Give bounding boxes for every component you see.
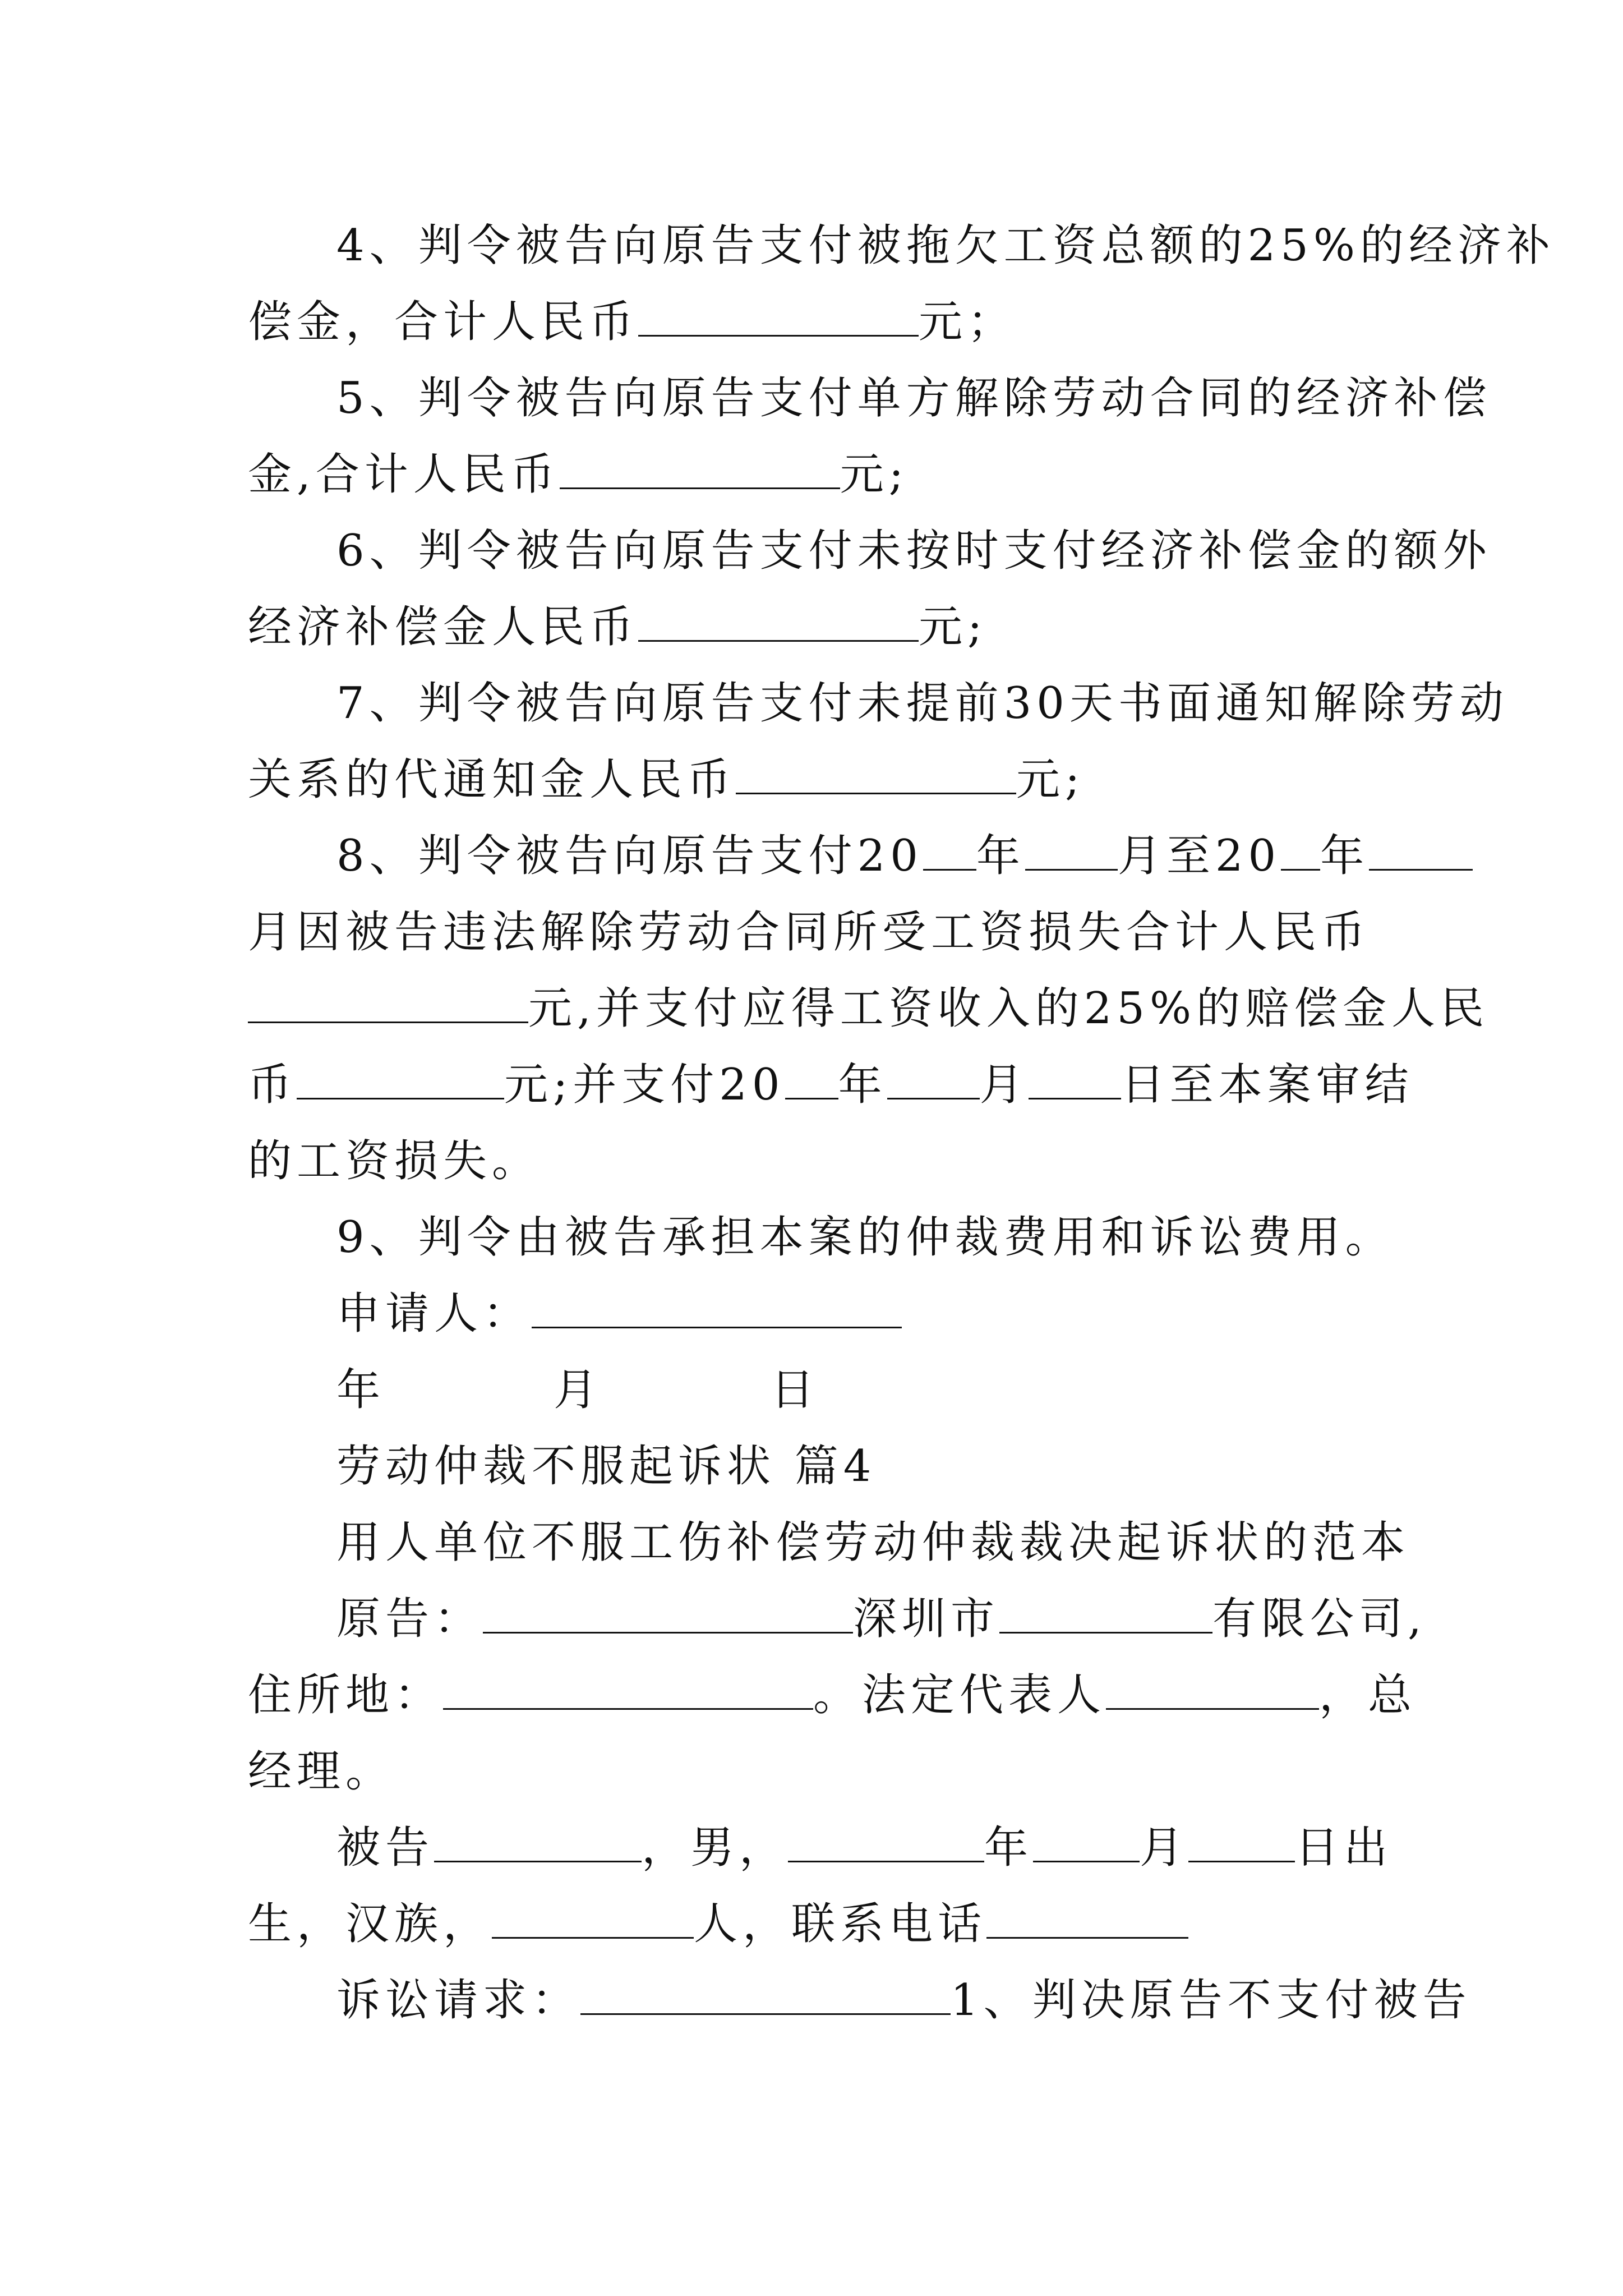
text: 8、判令被告向原告支付20 xyxy=(336,831,923,881)
clause-4-line-2 xyxy=(248,294,1375,350)
fill-blank[interactable] xyxy=(736,753,1016,794)
text: 诉讼请求： xyxy=(336,1975,581,2026)
fill-blank[interactable] xyxy=(297,1059,504,1099)
fill-blank[interactable] xyxy=(923,830,976,871)
text: 日出 xyxy=(1295,1823,1393,1873)
text: 住所地： xyxy=(248,1670,444,1720)
text: 元； xyxy=(919,297,1017,347)
defendant-line-2 xyxy=(248,1896,1375,1952)
date-line xyxy=(336,1362,1375,1418)
clause-6-line-2 xyxy=(248,599,1375,655)
fill-blank[interactable] xyxy=(986,1898,1188,1939)
text: 币 xyxy=(248,1060,297,1110)
fill-blank[interactable] xyxy=(1281,830,1320,871)
clause-9 xyxy=(336,1209,1394,1266)
fill-blank[interactable] xyxy=(580,1974,951,2015)
section-subtitle xyxy=(336,1515,1410,1571)
month-label: 月 xyxy=(554,1365,603,1415)
clause-5-line-1 xyxy=(336,370,1492,426)
text: ，男， xyxy=(642,1823,789,1873)
clause-8-line-2 xyxy=(248,904,1375,960)
applicant-blank[interactable] xyxy=(532,1287,902,1328)
clause-7-line-2 xyxy=(248,752,1375,808)
text: 4、判令被告向原告支付被拖欠工资总额的25%的经济补 xyxy=(336,220,1555,271)
claims-line xyxy=(336,1972,1472,2028)
plaintiff-line-2 xyxy=(248,1667,1417,1723)
fill-blank[interactable] xyxy=(1029,1059,1121,1099)
plaintiff-line-3 xyxy=(248,1743,1375,1800)
plaintiff-line-1 xyxy=(336,1591,1427,1647)
text: 月因被告违法解除劳动合同所受工资损失合计人民币 xyxy=(248,907,1371,958)
text: 年 xyxy=(984,1823,1034,1873)
text: 7、判令被告向原告支付未提前30天书面通知解除劳动 xyxy=(336,678,1509,729)
text: 人，联系电话 xyxy=(694,1899,987,1949)
text: 月至20 xyxy=(1117,831,1281,881)
clause-7-line-1 xyxy=(336,675,1509,731)
fill-blank[interactable] xyxy=(443,1669,813,1710)
defendant-line-1 xyxy=(336,1820,1393,1876)
fill-blank[interactable] xyxy=(788,1821,984,1862)
text: 经济补偿金人民币 xyxy=(248,602,639,652)
fill-blank[interactable] xyxy=(638,601,919,642)
clause-6-line-1 xyxy=(336,523,1492,579)
fill-blank[interactable] xyxy=(434,1821,642,1862)
year-label: 年 xyxy=(336,1365,386,1415)
fill-blank[interactable] xyxy=(483,1593,853,1634)
text: 元;并支付20 xyxy=(504,1060,785,1110)
day-label: 日 xyxy=(771,1365,820,1415)
text: 月 xyxy=(979,1060,1029,1110)
text: 关系的代通知金人民币 xyxy=(248,754,736,805)
text: 被告 xyxy=(336,1823,435,1873)
text: 1、判决原告不支付被告 xyxy=(951,1975,1472,2026)
clause-5-line-2 xyxy=(248,447,1375,503)
fill-blank[interactable] xyxy=(560,448,840,489)
text: 有限公司, xyxy=(1212,1594,1427,1644)
text: 深圳市 xyxy=(853,1594,1000,1644)
clause-8-line-1 xyxy=(336,828,1375,884)
text: 的工资损失。 xyxy=(248,1136,541,1186)
text: 元; xyxy=(919,602,988,652)
fill-blank[interactable] xyxy=(248,982,528,1023)
fill-blank[interactable] xyxy=(1369,830,1473,871)
fill-blank[interactable] xyxy=(887,1059,980,1099)
text: 金,合计人民币 xyxy=(248,449,560,500)
text: 9、判令由被告承担本案的仲裁费用和诉讼费用。 xyxy=(336,1212,1394,1263)
fill-blank[interactable] xyxy=(638,296,919,337)
text: 6、判令被告向原告支付未按时支付经济补偿金的额外 xyxy=(336,526,1492,576)
text: 原告： xyxy=(336,1594,483,1644)
fill-blank[interactable] xyxy=(999,1593,1212,1634)
text: 年 xyxy=(1320,831,1370,881)
text: 日至本案审结 xyxy=(1121,1060,1414,1110)
clause-8-line-4 xyxy=(248,1057,1414,1113)
fill-blank[interactable] xyxy=(1025,830,1118,871)
text: 5、判令被告向原告支付单方解除劳动合同的经济补偿 xyxy=(336,373,1492,424)
fill-blank[interactable] xyxy=(1106,1669,1319,1710)
text: 用人单位不服工伤补偿劳动仲裁裁决起诉状的范本 xyxy=(336,1517,1410,1568)
text: 劳动仲裁不服起诉状 篇4 xyxy=(336,1441,877,1492)
fill-blank[interactable] xyxy=(1033,1821,1140,1862)
clause-8-line-5 xyxy=(248,1133,1375,1189)
text: 申请人： xyxy=(336,1289,532,1339)
text: 月 xyxy=(1140,1823,1189,1873)
text: 年 xyxy=(976,831,1025,881)
fill-blank[interactable] xyxy=(1188,1821,1295,1862)
section-heading xyxy=(336,1438,1375,1494)
fill-blank[interactable] xyxy=(492,1898,694,1939)
text: ，总 xyxy=(1319,1670,1417,1720)
text: 生，汉族， xyxy=(248,1899,492,1949)
clause-8-line-3 xyxy=(248,981,1490,1037)
text: 元; xyxy=(1016,754,1085,805)
applicant-line xyxy=(336,1286,1375,1342)
clause-4-line-1 xyxy=(336,218,1555,274)
text: 偿金，合计人民币 xyxy=(248,297,639,347)
text: 经理。 xyxy=(248,1746,395,1797)
fill-blank[interactable] xyxy=(785,1059,838,1099)
text: 年 xyxy=(838,1060,887,1110)
text: 。法定代表人 xyxy=(813,1670,1106,1720)
text: 元,并支付应得工资收入的25%的赔偿金人民 xyxy=(528,983,1490,1034)
text: 元; xyxy=(840,449,909,500)
